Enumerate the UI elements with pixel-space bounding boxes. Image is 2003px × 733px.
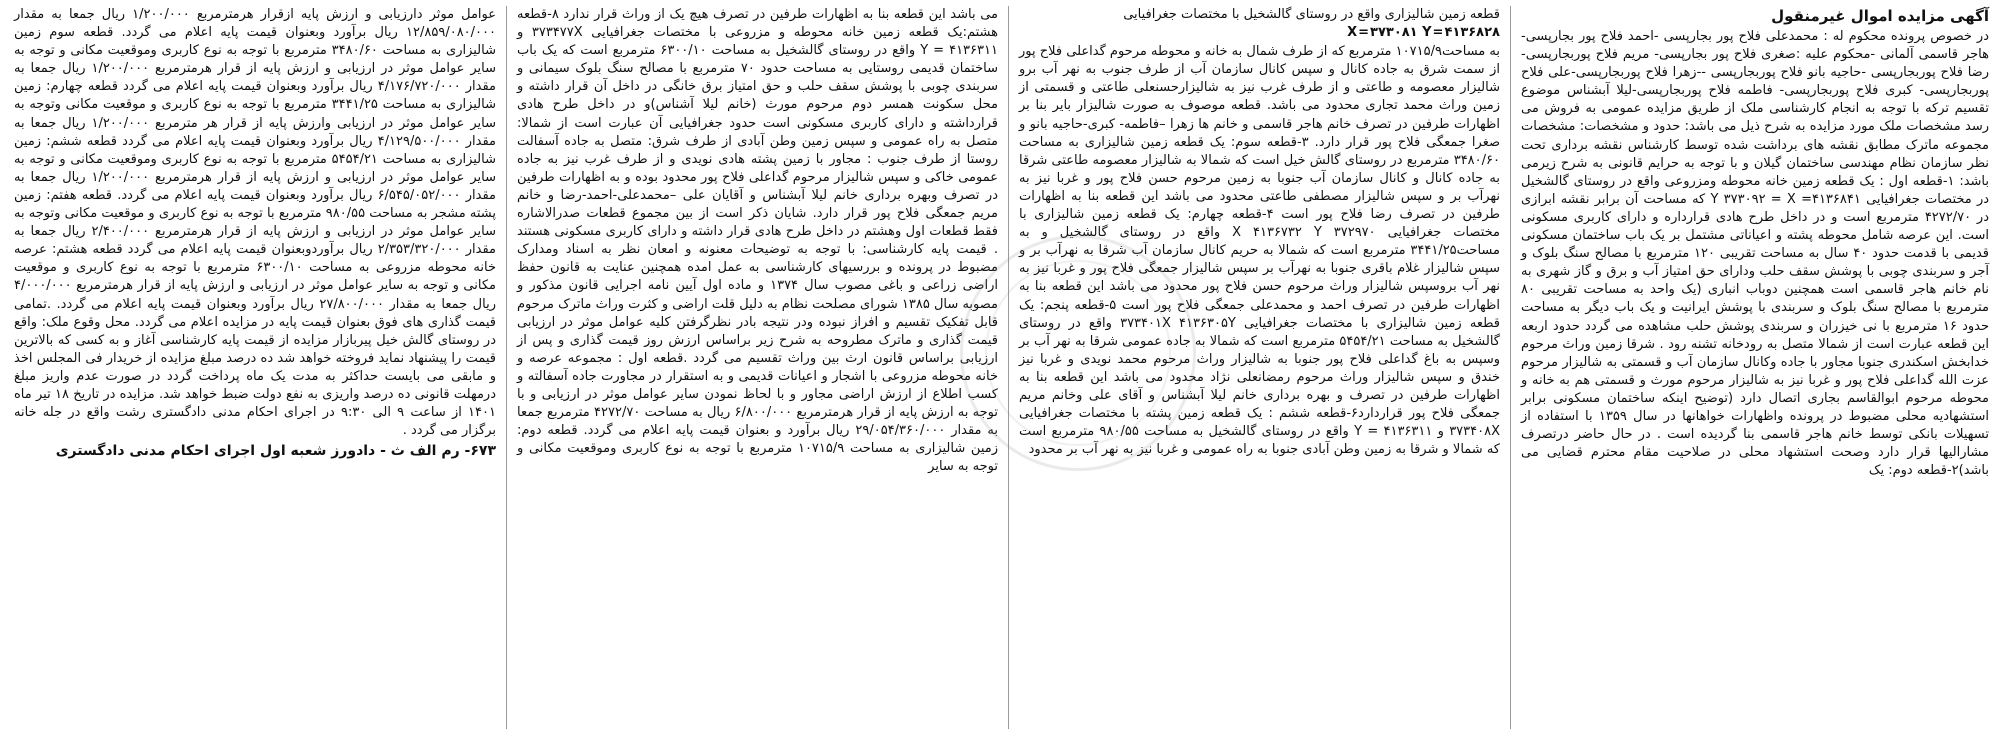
notice-text-column-3: می باشد این قطعه بنا به اظهارات طرفین در تصرف هیچ یک از وراث قرار ندارد ۸-قطعه هشتم:یک قطعه زمین خانه محوطه و مزروعی با مختصات جغرافیایی ۳۷۳۴۷۷X و ۴۱۳۶۳۱۱ = Y واقع در روستای گالشخیل به مساحت ۶۳۰۰/۱۰ مترمربع است که یک باب ساختمان قدیمی روستایی به مساحت حدود ۷۰ مترمربع با مصالح سنگ بلوک سیمانی و سربندی چوبی با پوشش سقف حلب و حق امتیاز برق خانگی در داخل آن قرار داشته و محل سکونت همسر دوم مرحوم مورث (خانم لیلا آشناس)و در داخل طرح هادی قرارداشته و دارای کاربری مسکونی است حدود جغرافیایی آن عبارت است از شمالا: متصل به راه عمومی و سپس زمین وطن آبادی از طرف شرق: متصل به جاده آسفالت روستا از طرف جنوب : مجاور با زمین پشته هادی نویدی و از طرف غرب نیز به جاده عمومی خاکی و سپس شالیزار مرحوم گداعلی فلاح پور محدود بوده و به اظهارات طرفین در تصرف وبهره برداری خانم لیلا آبشناس و آقایان علی –محمدعلی-احمد-رضا و خانم مریم جمعگی فلاح پور قرار دارد. شایان ذکر است از بین مجموع قطعات صدرالاشاره فقط قطعات اول وهشتم در داخل طرح هادی قرار داشته و دارای کاربری مسکونی هستند . قیمت پایه کارشناسی: با توجه به توضیحات معنونه و امعان نظر به اسناد ومدارک مضبوط در پرونده و بررسیهای کارشناسی به عمل امده همچنین عنایت به قانون حفظ اراضی زراعی و باغی مصوب سال ۱۳۷۴ و ماده اول آیین نامه اجرایی قانون مذکور و مصوبه سال ۱۳۸۵ شورای مصلحت نظام به دلیل قلت اراضی و کثرت وراث ماترک مرحوم قابل تفکیک تقسیم و افراز نبوده ودر نتیجه بادر نظرگرفتن کلیه عوامل موثر در ارزیابی قیمت گذاری و ماترک مطروحه به شرح زیر براساس ارزش روز قیمت گذاری و پس از ارزیابی براساس قانون ارث بین وراث تقسیم می گردد .قطعه اول : مجموعه عرصه و خانه محوطه مزروعی با اشجار و اعیانات قدیمی و به استقرار در مجاورت جاده آسفالته و کسب اطلاع از ارزش اراضی مجاور و با لحاظ نمودن سایر عوامل موثر در ارزیابی و با توجه به ارزش پایه از قرار هرمترمربع ۶/۸۰۰/۰۰۰ ریال به مساحت ۴۲۷۲/۷۰ مترمربع جمعا به مقدار ۲۹/۰۵۴/۳۶۰/۰۰۰ ریال برآورد و بعنوان قیمت پایه اعلام می گردد. قطعه دوم: زمین شالیزاری به مساحت ۱۰۷۱۵/۹ مترمربع با توجه به نوع کاربری وموقعیت مکانی و توجه به سایر <box>517 7 999 475</box>
notice-column-2 <box>1009 6 1511 729</box>
notice-column-1 <box>1511 6 1999 729</box>
notice-text-column-1: در خصوص پرونده محکوم له : محمدعلی فلاح پور بجارپسی -احمد فلاح پور بجارپسی- هاجر قاسمی آلمانی -محکوم علیه :صغری فلاح پور بجارپسی- مریم فلاح پوربجارپسی-رضا فلاح پوربجارپسی -حاجیه بانو فلاح پوربجارپسی --زهرا فلاح پوربجارپسی-علی فلاح پوربجارپسی- کبری فلاح پوربجارپسی- فاطمه فلاح پوربجارپسی-لیلا آبشناس موضوع تقسیم ترکه با توجه به انجام کارشناسی ملک از طریق مزایده عمومی به فروش می رسد مشخصات ملک مورد مزایده به شرح ذیل می باشد: حدود و مشخصات: مشخصات مجموعه ماترک مطابق نقشه های برداشت شده توسط کارشناس نقشه برداری تحت نظر سازمان نظام مهندسی ساختمان گیلان و با توجه به حرایم قانونی به شرح زیرمی باشد: ۱-قطعه اول : یک قطعه زمین خانه محوطه ومزروعی واقع در روستای گالشخیل در مختصات جغرافیایی ۴۱۳۶۸۴۱= Y ۳۷۳۰۹۲ = X که مساحت آن برابر نقشه ابرازی در ۴۲۷۲/۷۰ مترمربع است و در داخل طرح هادی قرارداره و دارای کاربری مسکونی است. این عرصه شامل محوطه پشته و اعیاناتی مشتمل بر یک باب ساختمان مسکونی قدیمی با قدمت حدود ۴۰ سال به مساحت تقریبی ۱۲۰ مترمربع با مصالح سنگ بلوک و آجر و سربندی چوبی با پوشش سقف حلب ودارای حق امتیاز آب و برق و گاز شهری به نام خانم هاجر قاسمی است همچنین دوباب انباری (یک واحد به مساحت تقریبی ۸۰ مترمربع با مصالح سنگ بلوک و سربندی با پوشش ایرانیت و یک باب دیگر به مساحت حدود ۱۶ مترمربع با نی خیزران و سربندی پوشش حلب مشاهده می گردد حدود اربعه این قطعه عبارت است از شمالا متصل به رودخانه تشنه رود . شرقا زمین وراث مرحوم خدابخش اسکندری جنوبا مجاور با جاده وکانال سازمان آب و قسمتی به شالیزار مرحوم عزت الله گداعلی فلاح پور و غربا نیز به شالیزار مرحوم مورث و قسمتی هم به خانه و محوطه مرحوم ابوالقاسم بجاری اتصال دارد (توضیح اینکه ساختمان مسکونی برابر استشهادیه محلی مضبوط در پرونده واظهارات خواهانها در سال ۱۳۵۹ با استفاده از تسهیلات بانکی توسط خانم هاجر قاسمی بنا گردیده است . در حال حاضر درتصرف مشارالیها قرار دارد وصحت استشهاد محلی در صلاحیت مقام محترم قضایی می باشد)۲-قطعه دوم: یک <box>1521 29 1990 479</box>
notice-column-4 <box>4 6 507 729</box>
notice-text-column-2: به مساحت۱۰۷۱۵/۹ مترمربع که از طرف شمال به خانه و محوطه مرحوم گداعلی فلاح پور از سمت شرق به جاده کانال و سپس کانال سازمان آب از طرف جنوب به نهر آب برو شالیزار معصومه و طاعتی و از طرف غرب نیز به شالیزارحسنعلی طاعتی و قسمتی از زمین وراث محمد تجاری محدود می باشد. قطعه موصوف به صورت شالیزار بایر بنا بر اظهارات طرفین در تصرف خانم هاجر قاسمی و خانم ها زهرا –فاطمه- کبری-حاجیه بانو و صغرا جمعگی فلاح پور قرار دارد. ۳-قطعه سوم: یک قطعه زمین شالیزاری به مساحت ۳۴۸۰/۶۰ مترمربع در روستای گالش خیل است که شمالا به شالیزار معصومه طاعتی شرقا به جاده کانال و کانال سازمان آب جنوبا به زمین مرحوم حسن فلاح پور و غربا نیز به نهرآب بر و سپس شالیزار مصطفی طاعتی محدود می باشد این قطعه بنا به اظهارات طرفین در تصرف رضا فلاح پور است ۴-قطعه چهارم: یک قطعه زمین شالیزاری با مختصات جغرافیایی ۳۷۲۹۷۰ X ۴۱۳۶۷۳۲ Y واقع در روستای گالشخیل و به مساحت۳۴۴۱/۲۵ مترمربع است که شمالا به حریم کانال سازمان آب شرقا به نهرآب بر و سپس شالیزار غلام باقری جنوبا به نهرآب بر سپس شالیزار جمعگی فلاح پور و غربا نیز به نهر آب بروسپس شالیزار وراث مرحوم حسن فلاح پور محدود می باشد این قطعه بنا به اظهارات طرفین در تصرف احمد و محمدعلی جمعگی فلاح پور است ۵-قطعه پنجم: یک قطعه زمین شالیزاری با مختصات جغرافیایی ۳۷۳۴۰۱X ۴۱۳۶۳۰۵Y واقع در روستای گالشخیل به مساحت ۵۴۵۴/۲۱ مترمربع است که شمالا به جاده عمومی شرقا به نهر آب بر وسپس به باغ گداعلی فلاح پور جنوبا به شالیزار وراث مرحوم محمد نویدی و غربا نیز خندق و سپس شالیزار وراث مرحوم رمضانعلی نژاد محدود می باشد این قطعه بنا به اظهارات طرفین در تصرف و بهره برداری خانم لیلا آبشناس و آقای علی وخانم مریم جمعگی فلاح پور قراردارد۶-قطعه ششم : یک قطعه زمین پشته با مختصات جغرافیایی ۳۷۳۴۰۸X و ۴۱۳۶۳۱۱ = Y واقع در روستای گالشخیل به مساحت ۹۸۰/۵۵ مترمربع است که شمالا و شرقا به زمین وطن آبادی جنوبا به راه عمومی و غربا نیز به نهر آب بر محدود <box>1019 44 1501 458</box>
parcel-2-coordinates: X=۳۷۳۰۸۱ Y=۴۱۳۶۸۲۸ <box>1347 25 1500 41</box>
notice-signature: ۶۷۳- رم الف ث - دادورز شعبه اول اجرای احکام مدنی دادگستری <box>55 443 496 460</box>
notice-column-3 <box>507 6 1009 729</box>
notice-title: آگهی مزایده اموال غیرمنقول <box>1771 7 1989 25</box>
notice-text-column-4: عوامل موثر دارزیابی و ارزش پایه ازقرار هرمترمربع ۱/۲۰۰/۰۰۰ ریال جمعا به مقدار ۱۲/۸۵۹/۰۸۰/۰۰۰ ریال برآورد وبعنوان قیمت پایه اعلام می گردد. قطعه سوم زمین شالیزاری به مساحت ۳۴۸۰/۶۰ مترمربع با توجه به نوع کاربری وموقعیت مکانی و توجه به سایر عوامل موثر در ارزیابی و ارزش پایه از قرار هرمترمربع ۱/۲۰۰/۰۰۰ ریال جمعا به مقدار ۴/۱۷۶/۷۲۰/۰۰۰ ریال برآورد وبعنوان قیمت پایه اعلام می گردد قطعه چهارم: زمین شالیزاری به مساحت ۳۴۴۱/۲۵ مترمربع با توجه به نوع کاربری و موقعیت مکانی وتوجه به سایر عوامل موثر در ارزیابی وارزش پایه از قرار هر مترمربع ۱/۲۰۰/۰۰۰ ریال جمعا به مقدار ۴/۱۲۹/۵۰۰/۰۰۰ ریال برآورد وبعنوان قیمت پایه اعلام می گردد قطعه ششم: زمین شالیزاری به مساحت ۵۴۵۴/۲۱ مترمربع با توجه به نوع کاربری وموقعیت مکانی و توجه به سایر عوامل موثر در ارزیابی و ارزش پایه از قرار هرمترمربع ۱/۲۰۰/۰۰۰ ریال جمعا به مقدار ۶/۵۴۵/۰۵۲/۰۰۰ ریال برآورد وبعنوان قیمت پایه اعلام می گردد. قطعه هفتم: زمین پشته مشجر به مساحت ۹۸۰/۵۵ مترمربع با توجه به نوع کاربری و موقعیت مکانی وتوجه به سایر عوامل موثر در ارزیابی و ارزش پایه از قرار هرمترمربع ۲/۴۰۰/۰۰۰ ریال جمعا به مقدار ۲/۳۵۳/۳۲۰/۰۰۰ ریال برآوردوبعنوان قیمت پایه اعلام می گردد قطعه هشتم: عرصه خانه محوطه مزروعی به مساحت ۶۳۰۰/۱۰ مترمربع با توجه به نوع کاربری و موقعیت مکانی و توجه به سایر عوامل موثر در ارزیابی و ارزش پایه از قرار هرمترمربع ۴/۰۰۰/۰۰۰ ریال جمعا به مقدار ۲۷/۸۰۰/۰۰۰ ریال برآورد وبعنوان قیمت پایه اعلام می گردد. .تمامی قیمت گذاری های فوق بعنوان قیمت پایه در مزایده اعلام می گردد. محل وقوع ملک: واقع در روستای گالش خیل پیربازار مزایده از قیمت پایه کارشناسی آغاز و به کسی که بالاترین قیمت را پیشنهاد نماید فروخته خواهد شد ده درصد مبلغ مزایده از خریدار فی المجلس اخذ و مابقی می بایست حداکثر به مدت یک ماه پرداخت گردد در صورت عدم واریز مبلغ درمهلت قانونی ده درصد واریزی به نفع دولت ضبط خواهد شد. مزایده در تاریخ ۱۸ تیر ماه ۱۴۰۱ از ساعت ۹ الی ۹:۳۰ در اجرای احکام مدنی دادگستری رشت واقع در جله خانه برگزار می گردد . <box>14 7 497 439</box>
parcel-2-intro: قطعه زمین شالیزاری واقع در روستای گالشخیل با مختصات جغرافیایی <box>1123 7 1500 22</box>
